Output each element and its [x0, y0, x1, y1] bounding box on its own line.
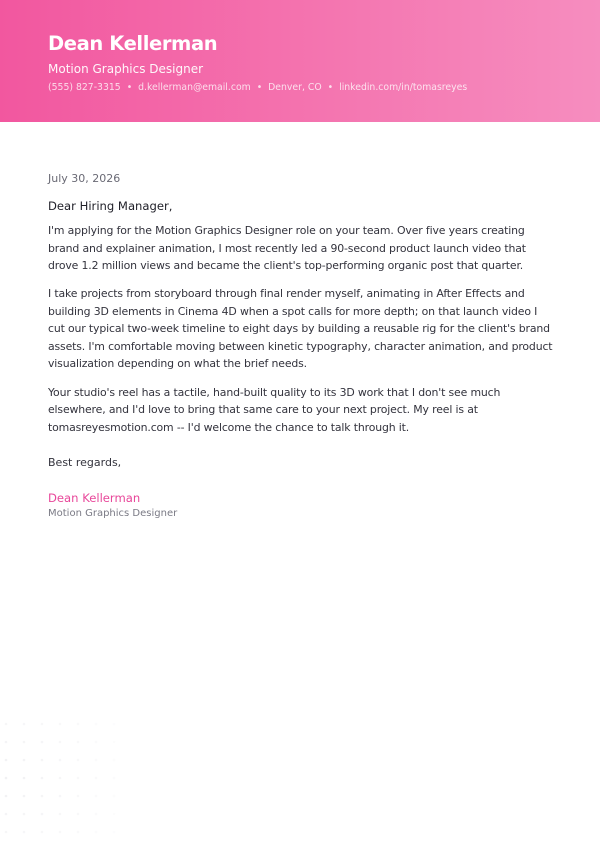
signature-name: Dean Kellerman [48, 491, 141, 506]
sender-name: Dean Kellerman [48, 32, 218, 55]
decorative-dot [77, 777, 80, 780]
contact-separator: • [327, 82, 334, 93]
decorative-dot [77, 795, 80, 798]
contact-phone: (555) 827-3315 [48, 82, 121, 93]
decorative-dot [59, 723, 62, 726]
decorative-dot [95, 795, 98, 798]
decorative-dot [23, 831, 26, 834]
decorative-dot [5, 777, 8, 780]
decorative-dot [59, 759, 62, 762]
salutation: Dear Hiring Manager, [48, 199, 173, 213]
decorative-dot [5, 759, 8, 762]
body-paragraph: I take projects from storyboard through final render myself, animating in After Effects and building 3D elements in Cinema 4D when a spot calls for more depth; on that launch video I cut our typical two-week timeline to eight days by building a reusable rig for the client's brand assets. I'm comfortable moving between kinetic typography, character animation, and product visualization depending on what the brief needs. [48, 287, 553, 371]
decorative-dot [23, 795, 26, 798]
decorative-dot [113, 741, 116, 744]
decorative-dot [77, 759, 80, 762]
body-paragraph: I'm applying for the Motion Graphics Designer role on your team. Over five years creating brand and explainer animation, I most recently led a 90-second product launch video that drove 1.2 million views and became the client's top-performing organic post that quarter. [48, 224, 526, 272]
letter-body [48, 172, 554, 520]
decorative-dot [95, 759, 98, 762]
decorative-dot [5, 813, 8, 816]
decorative-dot [41, 759, 44, 762]
body-paragraph: Your studio's reel has a tactile, hand-built quality to its 3D work that I don't see much elsewhere, and I'd love to bring that same care to your next project. My reel is at tomasreyesmotion.com -- I'd welcome the chance to talk through it. [48, 385, 501, 434]
decorative-dot [23, 741, 26, 744]
letterhead [0, 0, 600, 122]
decorative-dot [41, 831, 44, 834]
decorative-dot [59, 831, 62, 834]
decorative-dot [113, 723, 116, 726]
decorative-dot [41, 795, 44, 798]
decorative-dot [59, 777, 62, 780]
decorative-dot [95, 813, 98, 816]
letter-date: July 30, 2026 [48, 172, 121, 185]
decorative-dot [95, 723, 98, 726]
decorative-dot [77, 741, 80, 744]
decorative-dot [77, 831, 80, 834]
contact-separator: • [256, 82, 263, 93]
decorative-dot [59, 741, 62, 744]
decorative-dot [113, 831, 116, 834]
contact-separator: • [126, 82, 133, 93]
closing: Best regards, [48, 456, 122, 470]
decorative-dot [5, 741, 8, 744]
decorative-dot [113, 813, 116, 816]
contact-line [48, 82, 552, 94]
decorative-dot [77, 723, 80, 726]
decorative-dot [41, 813, 44, 816]
decorative-dot [23, 813, 26, 816]
decorative-dot [113, 759, 116, 762]
decorative-dot [41, 777, 44, 780]
sender-title: Motion Graphics Designer [48, 62, 204, 76]
decorative-dot [95, 831, 98, 834]
decorative-dot [113, 795, 116, 798]
decorative-dot [95, 777, 98, 780]
decorative-dot [77, 813, 80, 816]
decorative-dot [23, 777, 26, 780]
decorative-dot [95, 741, 98, 744]
decorative-dot [23, 759, 26, 762]
decorative-dot [5, 795, 8, 798]
contact-email: d.kellerman@email.com [138, 82, 251, 93]
decorative-dot [5, 723, 8, 726]
decorative-dot [113, 777, 116, 780]
decorative-dot [23, 723, 26, 726]
decorative-dot [5, 831, 8, 834]
decorative-dot [59, 813, 62, 816]
contact-location: Denver, CO [268, 82, 322, 93]
signature-title: Motion Graphics Designer [48, 508, 178, 520]
decorative-dot [41, 741, 44, 744]
contact-linkedin: linkedin.com/in/tomasreyes [339, 82, 468, 93]
decorative-dot-pattern [0, 712, 140, 848]
decorative-dot [41, 723, 44, 726]
decorative-dot [59, 795, 62, 798]
